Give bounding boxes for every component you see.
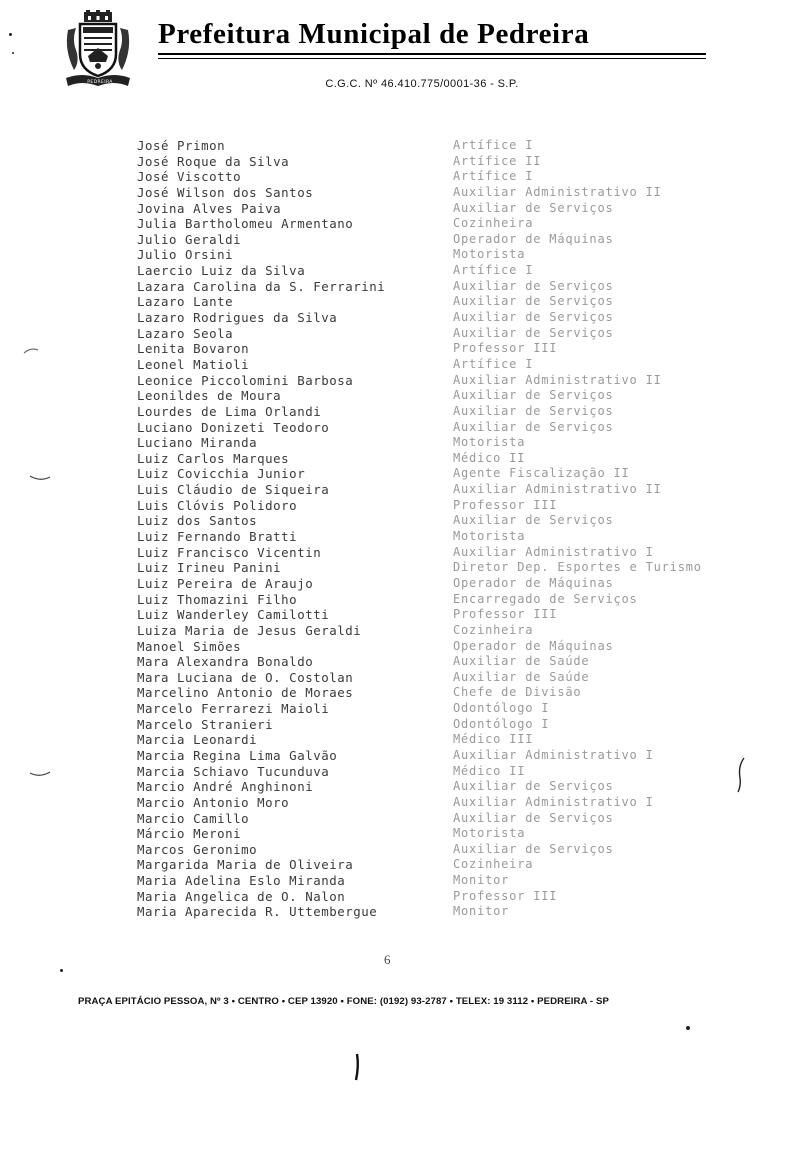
scan-speck — [60, 969, 63, 972]
list-item — [137, 466, 777, 482]
employee-name: Luiza Maria de Jesus Geraldi — [137, 622, 362, 638]
list-item — [137, 779, 777, 795]
employee-name: Luiz Fernando Bratti — [137, 529, 298, 545]
employee-role: Artífice I — [453, 169, 534, 184]
employee-name: Leonel Matioli — [137, 356, 250, 372]
employee-role: Cozinheira — [453, 857, 534, 872]
employee-name: Maria Aparecida R. Uttembergue — [137, 904, 378, 920]
employee-name: Maria Adelina Eslo Miranda — [137, 873, 346, 889]
employee-name: Leonildes de Moura — [137, 388, 282, 404]
employee-role: Médico II — [453, 763, 526, 778]
list-item — [137, 294, 777, 310]
employee-role: Cozinheira — [453, 622, 534, 637]
list-item — [137, 623, 777, 639]
employee-name: Luiz Irineu Panini — [137, 560, 282, 576]
employee-name: Julia Bartholomeu Armentano — [137, 216, 354, 232]
employee-name: José Viscotto — [137, 169, 242, 185]
employee-role: Artífice I — [453, 263, 534, 278]
scan-speck — [686, 1026, 690, 1030]
list-item — [137, 435, 777, 451]
employee-role: Médico II — [453, 450, 526, 465]
employee-name: Márcio Meroni — [137, 826, 242, 842]
employee-role: Auxiliar de Serviços — [453, 419, 614, 434]
list-item — [137, 857, 777, 873]
employee-name: Lourdes de Lima Orlandi — [137, 403, 322, 419]
employee-name: Luiz Carlos Marques — [137, 450, 290, 466]
employee-role: Auxiliar de Serviços — [453, 810, 614, 825]
list-item — [137, 795, 777, 811]
employee-name: Luis Cláudio de Siqueira — [137, 482, 330, 498]
employee-name: Leonice Piccolomini Barbosa — [137, 372, 354, 388]
employee-role: Auxiliar de Serviços — [453, 294, 614, 309]
employee-name: Marcelino Antonio de Moraes — [137, 685, 354, 701]
list-item — [137, 560, 777, 576]
list-item — [137, 341, 777, 357]
employee-role: Auxiliar Administrativo I — [453, 747, 654, 762]
crest-motto: PEDREIRA — [87, 80, 113, 85]
employee-name: Marcio André Anghinoni — [137, 779, 314, 795]
list-item — [137, 232, 777, 248]
employee-role: Auxiliar de Serviços — [453, 513, 614, 528]
employee-name: Marcos Geronimo — [137, 841, 258, 857]
list-item — [137, 263, 777, 279]
employee-name: José Roque da Silva — [137, 153, 290, 169]
employee-role: Operador de Máquinas — [453, 638, 614, 653]
list-item — [137, 357, 777, 373]
employee-role: Motorista — [453, 247, 526, 262]
employee-name: Lazaro Lante — [137, 294, 234, 310]
list-item — [137, 404, 777, 420]
employee-role: Artífice I — [453, 356, 534, 371]
page-title: Prefeitura Municipal de Pedreira — [158, 18, 590, 50]
employee-name: Lazara Carolina da S. Ferrarini — [137, 278, 386, 294]
list-item — [137, 904, 777, 920]
employee-list — [137, 138, 777, 920]
employee-role: Auxiliar Administrativo II — [453, 372, 662, 387]
employee-name: Lenita Bovaron — [137, 341, 250, 357]
pen-mark — [350, 1052, 364, 1082]
employee-role: Agente Fiscalização II — [453, 466, 630, 481]
list-item — [137, 373, 777, 389]
list-item — [137, 310, 777, 326]
employee-role: Auxiliar de Serviços — [453, 403, 614, 418]
employee-name: Julio Orsini — [137, 247, 234, 263]
pen-mark — [732, 756, 752, 796]
list-item — [137, 279, 777, 295]
employee-role: Auxiliar Administrativo II — [453, 482, 662, 497]
list-item — [137, 185, 777, 201]
employee-role: Auxiliar de Serviços — [453, 325, 614, 340]
list-item — [137, 388, 777, 404]
scan-speck — [12, 52, 14, 54]
employee-role: Motorista — [453, 826, 526, 841]
title-rule — [158, 53, 706, 55]
employee-name: Maria Angelica de O. Nalon — [137, 888, 346, 904]
list-item — [137, 529, 777, 545]
employee-role: Auxiliar Administrativo I — [453, 794, 654, 809]
employee-name: Luciano Miranda — [137, 435, 258, 451]
employee-role: Médico III — [453, 732, 534, 747]
scan-mark — [28, 770, 52, 780]
employee-role: Cozinheira — [453, 216, 534, 231]
employee-role: Odontólogo I — [453, 701, 550, 716]
employee-name: Luiz Thomazini Filho — [137, 591, 298, 607]
employee-role: Odontólogo I — [453, 716, 550, 731]
list-item — [137, 654, 777, 670]
employee-role: Auxiliar de Serviços — [453, 310, 614, 325]
list-item — [137, 576, 777, 592]
employee-role: Auxiliar Administrativo II — [453, 184, 662, 199]
employee-name: Laercio Luiz da Silva — [137, 263, 306, 279]
list-item — [137, 670, 777, 686]
employee-name: Marcia Regina Lima Galvão — [137, 747, 338, 763]
employee-name: Mara Luciana de O. Costolan — [137, 669, 354, 685]
employee-role: Professor III — [453, 607, 558, 622]
employee-role: Motorista — [453, 435, 526, 450]
employee-name: Mara Alexandra Bonaldo — [137, 654, 314, 670]
address-footer: PRAÇA EPITÁCIO PESSOA, Nº 3 • CENTRO • CEP 13920 • FONE: (0192) 93-2787 • TELEX: 19 3112 • PEDREIRA - SP — [78, 996, 609, 1007]
employee-role: Operador de Máquinas — [453, 575, 614, 590]
list-item — [137, 513, 777, 529]
list-item — [137, 498, 777, 514]
employee-name: Luiz Francisco Vicentin — [137, 544, 322, 560]
scan-speck — [9, 33, 12, 36]
employee-name: Manoel Simões — [137, 638, 242, 654]
page-number: 6 — [384, 952, 391, 967]
employee-name: Luiz Covicchia Junior — [137, 466, 306, 482]
employee-name: Marcio Camillo — [137, 810, 250, 826]
list-item — [137, 420, 777, 436]
employee-role: Auxiliar de Serviços — [453, 841, 614, 856]
scan-mark — [22, 346, 40, 356]
list-item — [137, 717, 777, 733]
list-item — [137, 842, 777, 858]
list-item — [137, 764, 777, 780]
scan-mark — [28, 474, 52, 484]
employee-name: Marcelo Ferrarezi Maioli — [137, 701, 330, 717]
employee-name: Julio Geraldi — [137, 231, 242, 247]
list-item — [137, 451, 777, 467]
employee-name: Luiz Wanderley Camilotti — [137, 607, 330, 623]
employee-role: Encarregado de Serviços — [453, 591, 638, 606]
list-item — [137, 685, 777, 701]
list-item — [137, 732, 777, 748]
employee-role: Diretor Dep. Esportes e Turismo — [453, 560, 702, 575]
employee-name: Luis Clóvis Polidoro — [137, 497, 298, 513]
list-item — [137, 247, 777, 263]
list-item — [137, 889, 777, 905]
list-item — [137, 826, 777, 842]
employee-role: Auxiliar de Saúde — [453, 669, 590, 684]
employee-name: Marcia Leonardi — [137, 732, 258, 748]
list-item — [137, 607, 777, 623]
employee-role: Auxiliar Administrativo I — [453, 544, 654, 559]
list-item — [137, 873, 777, 889]
list-item — [137, 811, 777, 827]
employee-name: Jovina Alves Paiva — [137, 200, 282, 216]
employee-role: Artífice I — [453, 138, 534, 152]
employee-name: Luiz Pereira de Araujo — [137, 575, 314, 591]
list-item — [137, 545, 777, 561]
employee-role: Chefe de Divisão — [453, 685, 582, 700]
employee-name: José Primon — [137, 138, 226, 153]
list-item — [137, 138, 777, 154]
list-item — [137, 482, 777, 498]
employee-role: Monitor — [453, 873, 510, 888]
list-item — [137, 216, 777, 232]
employee-name: Lazaro Seola — [137, 325, 234, 341]
employee-role: Professor III — [453, 497, 558, 512]
list-item — [137, 639, 777, 655]
employee-role: Motorista — [453, 529, 526, 544]
employee-name: José Wilson dos Santos — [137, 184, 314, 200]
employee-name: Marcia Schiavo Tucunduva — [137, 763, 330, 779]
employee-role: Auxiliar de Saúde — [453, 654, 590, 669]
employee-name: Lazaro Rodrigues da Silva — [137, 310, 338, 326]
employee-role: Auxiliar de Serviços — [453, 278, 614, 293]
list-item — [137, 154, 777, 170]
list-item — [137, 701, 777, 717]
employee-role: Auxiliar de Serviços — [453, 200, 614, 215]
employee-name: Margarida Maria de Oliveira — [137, 857, 354, 873]
employee-name: Marcelo Stranieri — [137, 716, 274, 732]
title-rule-thin — [158, 58, 706, 59]
employee-role: Artífice II — [453, 153, 542, 168]
employee-role: Monitor — [453, 904, 510, 919]
employee-role: Auxiliar de Serviços — [453, 388, 614, 403]
list-item — [137, 201, 777, 217]
list-item — [137, 169, 777, 185]
cgc-number: C.G.C. Nº 46.410.775/0001-36 - S.P. — [325, 78, 519, 90]
employee-role: Professor III — [453, 888, 558, 903]
employee-name: Marcio Antonio Moro — [137, 794, 290, 810]
employee-name: Luciano Donizeti Teodoro — [137, 419, 330, 435]
employee-role: Operador de Máquinas — [453, 231, 614, 246]
list-item — [137, 748, 777, 764]
employee-role: Auxiliar de Serviços — [453, 779, 614, 794]
list-item — [137, 326, 777, 342]
list-item — [137, 592, 777, 608]
employee-name: Luiz dos Santos — [137, 513, 258, 529]
employee-role: Professor III — [453, 341, 558, 356]
